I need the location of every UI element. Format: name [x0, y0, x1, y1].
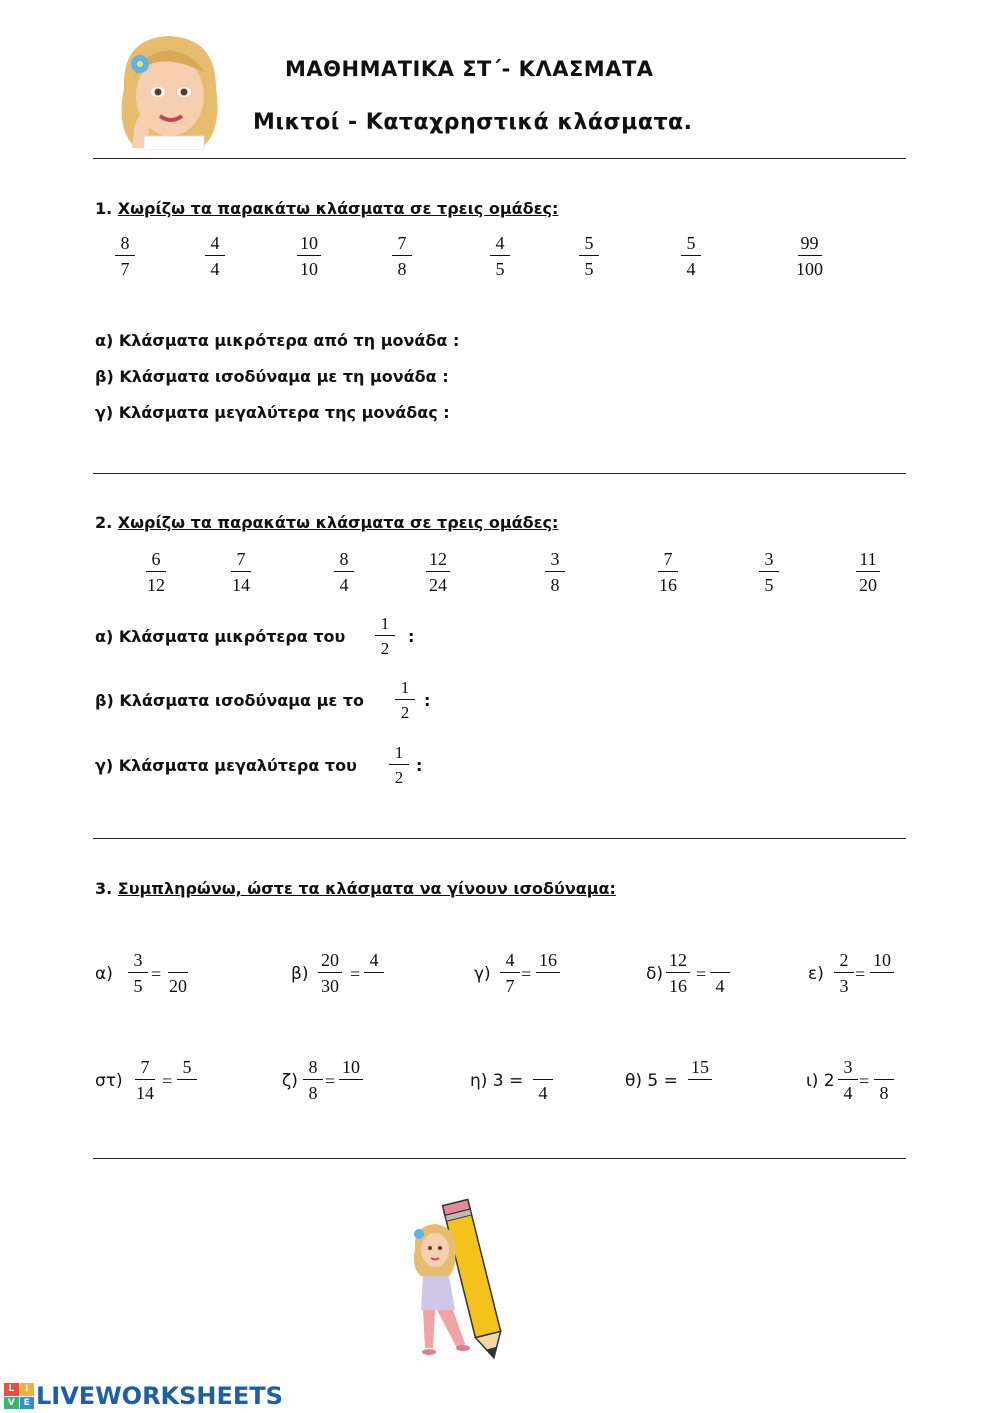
divider [93, 838, 906, 839]
liveworksheets-logo[interactable] [4, 1382, 283, 1410]
q3-fraction-right: 8 [874, 1057, 894, 1103]
q3-item-label: ζ) [282, 1071, 298, 1091]
q2-fraction: $\frac{3}{8}$ [545, 549, 565, 595]
q2-fraction: $\frac{7}{16}$ [659, 549, 677, 595]
q2-fraction: $\frac{8}{4}$ [334, 549, 354, 595]
q3-fraction-right: 4 [533, 1057, 553, 1103]
q1-fraction: $\frac{5}{4}$ [681, 233, 701, 279]
q3-fraction-right: 4 [364, 950, 384, 996]
question-3-heading: 3. Συμπληρώνω, ώστε τα κλάσματα να γίνουν ισοδύναμα: [95, 879, 616, 898]
equals-sign: = [325, 1071, 336, 1091]
q3-fraction-right: 10 [870, 950, 894, 996]
divider [93, 158, 906, 159]
q1-fraction: $\frac{8}{7}$ [115, 233, 135, 279]
colon: : [408, 627, 415, 646]
q1-fraction: $\frac{7}{8}$ [392, 233, 412, 279]
q2-answer-b: β) Κλάσματα ισοδύναμα με το [95, 691, 365, 710]
question-1-prompt: Χωρίζω τα παρακάτω κλάσματα σε τρεις ομάδες: [117, 199, 559, 218]
q3-item-label: η) 3 = [470, 1071, 524, 1091]
q3-fraction-left: $\frac{3}{5}$ [128, 950, 148, 996]
q1-fraction: $\frac{4}{4}$ [205, 233, 225, 279]
logo-badge-icon: L I V E [4, 1383, 34, 1409]
page-subtitle: Μικτοί - Καταχρηστικά κλάσματα. [253, 110, 693, 135]
half-fraction: $\frac{1}{2}$ [395, 678, 415, 722]
equals-sign: = [162, 1071, 173, 1091]
q3-fraction-left: $\frac{4}{7}$ [500, 950, 520, 996]
q2-fraction: $\frac{7}{14}$ [232, 549, 250, 595]
question-2-prompt: Χωρίζω τα παρακάτω κλάσματα σε τρεις ομάδες: [117, 513, 559, 532]
q3-fraction-right: 5 [177, 1057, 197, 1103]
q3-fraction-right: 4 [710, 950, 730, 996]
avatar-teacher [104, 28, 234, 150]
q2-fraction: $\frac{12}{24}$ [426, 549, 450, 595]
q3-item-label: ε) [808, 964, 824, 984]
q3-fraction-left: $\frac{3}{4}$ [838, 1057, 858, 1103]
q1-answer-c: γ) Κλάσματα μεγαλύτερα της μονάδας : [95, 403, 450, 422]
q2-fraction: $\frac{6}{12}$ [147, 549, 165, 595]
q3-fraction-right: 10 [339, 1057, 363, 1103]
q3-item-label: θ) 5 = [625, 1071, 678, 1091]
q1-fraction: $\frac{10}{10}$ [297, 233, 321, 279]
equals-sign: = [859, 1071, 870, 1091]
q3-fraction-left: $\frac{12}{16}$ [666, 950, 690, 996]
divider [93, 473, 906, 474]
question-2-heading: 2. Χωρίζω τα παρακάτω κλάσματα σε τρεις ομάδες: [95, 513, 559, 532]
equals-sign: = [855, 964, 866, 984]
question-3-prompt: Συμπληρώνω, ώστε τα κλάσματα να γίνουν ισοδύναμα: [117, 879, 616, 898]
q3-fraction-right: 20 [166, 950, 190, 996]
equals-sign: = [521, 964, 532, 984]
q2-fraction: $\frac{3}{5}$ [759, 549, 779, 595]
q1-fraction: $\frac{4}{5}$ [490, 233, 510, 279]
q3-item-label: δ) [646, 964, 664, 984]
q3-item-label: α) [95, 964, 113, 984]
q2-answer-a: α) Κλάσματα μικρότερα του [95, 627, 346, 646]
equals-sign: = [151, 964, 162, 984]
half-fraction: $\frac{1}{2}$ [389, 743, 409, 787]
page-title: ΜΑΘΗΜΑΤΙΚΑ ΣΤ΄- ΚΛΑΣΜΑΤΑ [285, 57, 654, 81]
q3-fraction-right: 15 [688, 1057, 712, 1103]
q3-item-label: β) [291, 964, 309, 984]
logo-text: LIVEWORKSHEETS [36, 1382, 283, 1410]
q3-item-label: ι) 2 [806, 1071, 835, 1091]
equals-sign: = [350, 964, 361, 984]
q2-fraction: $\frac{11}{20}$ [856, 549, 880, 595]
q3-fraction-left: $\frac{20}{30}$ [318, 950, 342, 996]
q1-fraction: $\frac{5}{5}$ [579, 233, 599, 279]
colon: : [416, 756, 423, 775]
equals-sign: = [696, 964, 707, 984]
q3-fraction-right: 16 [536, 950, 560, 996]
divider [93, 1158, 906, 1159]
q1-answer-a: α) Κλάσματα μικρότερα από τη μονάδα : [95, 331, 460, 350]
q3-fraction-left: $\frac{8}{8}$ [303, 1057, 323, 1103]
q3-item-label: γ) [474, 964, 491, 984]
q2-answer-c: γ) Κλάσματα μεγαλύτερα του [95, 756, 357, 775]
q3-fraction-left: $\frac{2}{3}$ [834, 950, 854, 996]
half-fraction: $\frac{1}{2}$ [375, 614, 395, 658]
q1-answer-b: β) Κλάσματα ισοδύναμα με τη μονάδα : [95, 367, 449, 386]
q3-item-label: στ) [95, 1071, 123, 1091]
question-1-heading: 1. Χωρίζω τα παρακάτω κλάσματα σε τρεις ομάδες: [95, 199, 559, 218]
colon: : [424, 691, 431, 710]
pencil-girl-illustration [405, 1198, 515, 1366]
q1-fraction: $\frac{99}{100}$ [796, 233, 823, 279]
q3-fraction-left: $\frac{7}{14}$ [136, 1057, 154, 1103]
